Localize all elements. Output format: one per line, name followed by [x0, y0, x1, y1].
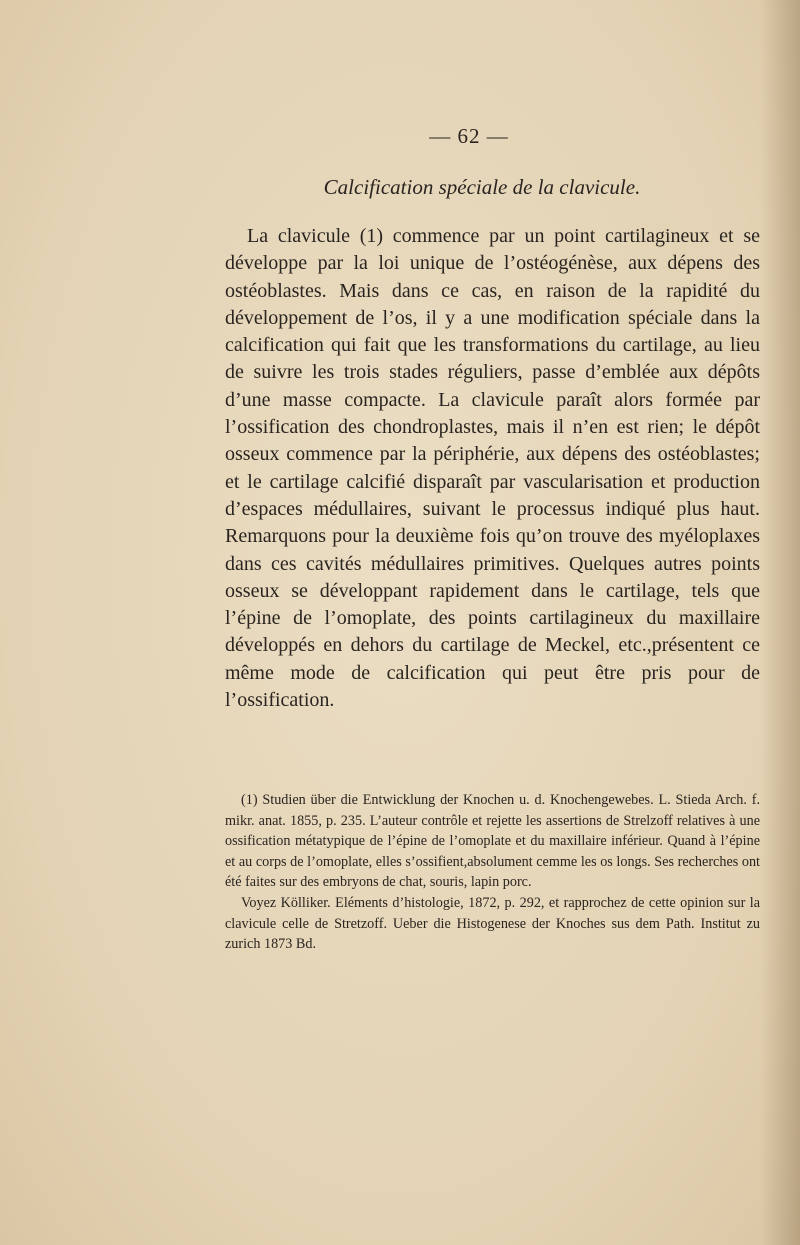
section-title: Calcification spéciale de la clavicule.	[323, 175, 641, 199]
page-edge-shadow	[760, 0, 800, 1245]
footnote-2: Voyez Kölliker. Eléments d’histologie, 1872, p. 292, et rapprochez de cette opinion sur la clavicule celle de Stretzoff. Ueber die Histogenese der Knoches sus dem Path. Institut zu zurich 1873 Bd.	[225, 894, 760, 953]
footnote-1: (1) Studien über die Entwicklung der Knochen u. d. Knochengewebes. L. Stieda Arch. f. mikr. anat. 1855, p. 235. L’auteur contrôle et rejette les assertions de Strelzoff relatives à une ossification métatypique de l’épine de l’omoplate et du maxillaire inférieur. Quand à l’épine et au corps de l’omoplate, elles s’ossifient,absolument cemme les os longs. Ses recherches ont été faites sur des embryons de chat, souris, lapin porc.	[225, 792, 760, 891]
main-text	[225, 223, 760, 714]
body-paragraph: La clavicule (1) commence par un point cartilagineux et se développe par la loi unique de l’ostéogénèse, aux dépens des ostéoblastes. Mais dans ce cas, en raison de la rapidité du développement de l’os, il y a une modification spéciale dans la calcification qui fait que les transformations du cartilage, au lieu de suivre les trois stades réguliers, passe d’emblée aux dépôts d’une masse compacte. La clavicule paraît alors formée par l’ossification des chondroplastes, mais il n’en est rien; le dépôt osseux commence par la périphérie, aux dépens des ostéoblastes; et le cartilage calcifié disparaît par vascularisation et production d’espaces médullaires, suivant le processus indiqué plus haut. Remarquons pour la deuxième fois qu’on trouve des myéloplaxes dans ces cavités médullaires primitives. Quelques autres points osseux se développant rapidement dans le cartilage, tels que l’épine de l’omoplate, des points cartilagineux du maxillaire développés en dehors du cartilage de Meckel, etc.,présentent ce même mode de calcification qui peut être pris pour de l’ossification.	[225, 225, 760, 712]
footnotes	[225, 790, 760, 955]
page-number: — 62 —	[429, 124, 509, 148]
